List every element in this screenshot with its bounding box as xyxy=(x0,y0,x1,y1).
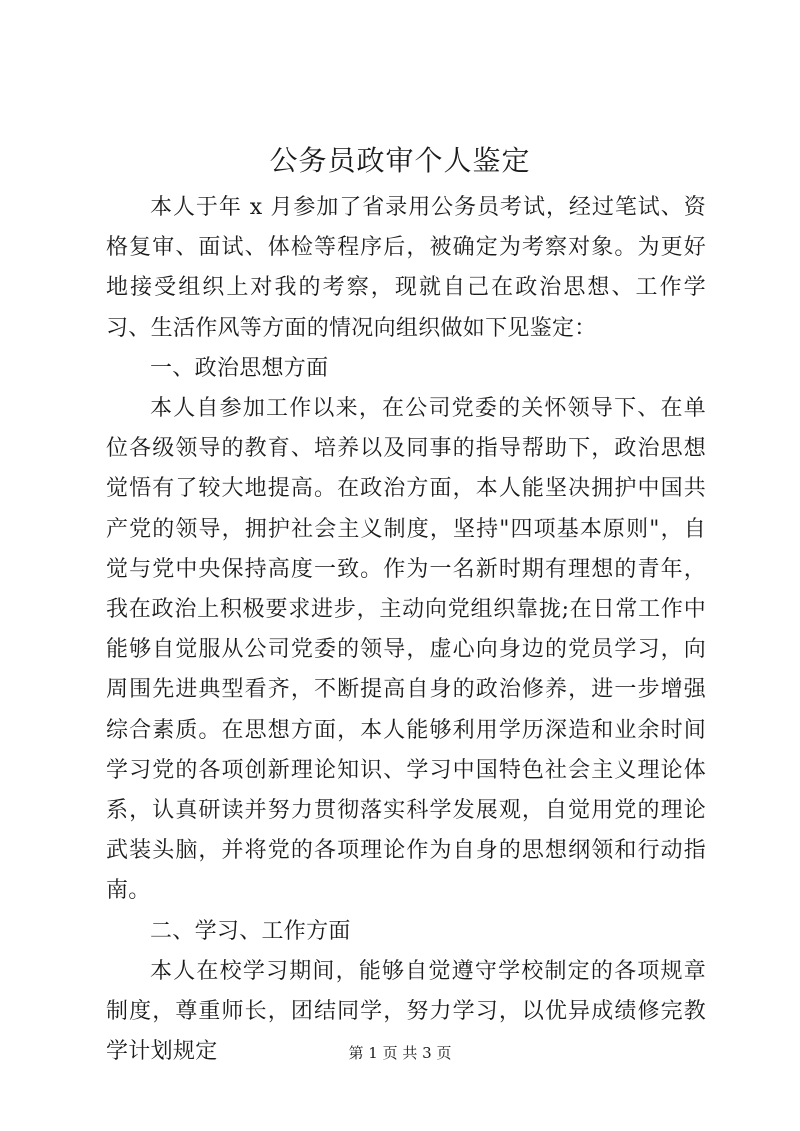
document-title: 公务员政审个人鉴定 xyxy=(269,144,531,177)
section-heading-politics: 一、政治思想方面 xyxy=(150,355,329,381)
intro-paragraph: 本人于年 x 月参加了省录用公务员考试，经过笔试、资格复审、面试、体检等程序后，被确定为考察对象。为更好地接受组织上对我的考察，现就自己在政治思想、工作学习、生活作风等方面的情况向组织做如下见鉴定： xyxy=(106,195,706,341)
section-heading-study-work: 二、学习、工作方面 xyxy=(150,918,351,944)
page-number-footer: 第 1 页 共 3 页 xyxy=(348,1044,452,1062)
study-work-paragraph: 本人在校学习期间，能够自觉遵守学校制定的各项规章制度，尊重师长，团结同学，努力学习，以优异成绩修完教学计划规定 xyxy=(106,958,706,1065)
document-body xyxy=(106,188,706,1072)
politics-paragraph: 本人自参加工作以来，在公司党委的关怀领导下、在单位各级领导的教育、培养以及同事的指导帮助下，政治思想觉悟有了较大地提高。在政治方面，本人能坚决拥护中国共产党的领导，拥护社会主义制度，坚持"四项基本原则"，自觉与党中央保持高度一致。作为一名新时期有理想的青年，我在政治上积极要求进步，主动向党组织靠拢;在日常工作中能够自觉服从公司党委的领导，虚心向身边的党员学习，向周围先进典型看齐，不断提高自身的政治修养，进一步增强综合素质。在思想方面，本人能够利用学历深造和业余时间学习党的各项创新理论知识、学习中国特色社会主义理论体系，认真研读并努力贯彻落实科学发展观，自觉用党的理论武装头脑，并将党的各项理论作为自身的思想纲领和行动指南。 xyxy=(106,396,706,904)
